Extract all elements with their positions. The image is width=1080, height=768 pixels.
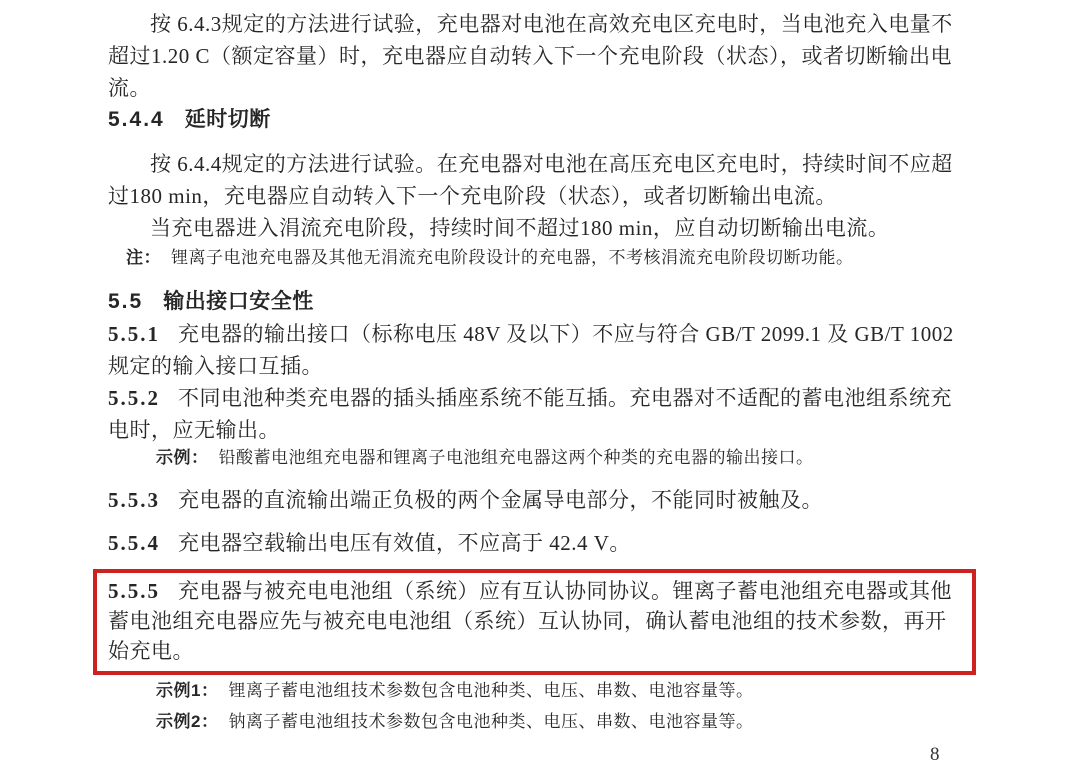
note-text: 锂离子电池充电器及其他无涓流充电阶段设计的充电器，不考核涓流充电阶段切断功能。 [171, 248, 854, 267]
clause-number: 5.5.2 [108, 386, 160, 410]
clause-number: 5.5.1 [108, 322, 160, 346]
clause-5-5-5 [108, 576, 962, 666]
clause-text: 充电器的输出接口（标称电压 48V 及以下）不应与符合 GB/T 2099.1 及 GB/T 1002 规定的输入接口互插。 [108, 322, 954, 378]
section-heading-5-4-4 [108, 104, 968, 136]
paragraph-6-4-4: 按 6.4.4规定的方法进行试验。在充电器对电池在高压充电区充电时，持续时间不应超过180 min，充电器应自动转入下一个充电阶段（状态），或者切断输出电流。 [108, 152, 953, 208]
clause-number: 5.5.3 [108, 488, 160, 512]
section-number: 5.5 [108, 290, 144, 313]
example-label: 示例： [156, 448, 209, 467]
paragraph-trickle-charge: 当充电器进入涓流充电阶段，持续时间不超过180 min，应自动切断输出电流。 [150, 216, 890, 240]
clause-number: 5.5.4 [108, 531, 160, 555]
clause-text: 不同电池种类充电器的插头插座系统不能互插。充电器对不适配的蓄电池组系统充电时，应无输出。 [108, 386, 952, 442]
example-text: 钠离子蓄电池组技术参数包含电池种类、电压、串数、电池容量等。 [228, 712, 754, 731]
section-heading-5-5 [108, 286, 968, 318]
example-1-5-5-5 [156, 679, 968, 703]
example-text: 锂离子蓄电池组技术参数包含电池种类、电压、串数、电池容量等。 [228, 681, 754, 700]
clause-5-5-4 [108, 527, 968, 559]
clause-number: 5.5.5 [108, 579, 160, 603]
section-title: 输出接口安全性 [163, 290, 314, 313]
example-text: 铅酸蓄电池组充电器和锂离子电池组充电器这两个种类的充电器的输出接口。 [218, 448, 814, 467]
clause-5-5-1 [108, 318, 968, 382]
clause-text: 充电器空载输出电压有效值，不应高于 42.4 V。 [178, 531, 631, 555]
clause-5-5-2 [108, 382, 968, 446]
clause-text: 充电器的直流输出端正负极的两个金属导电部分，不能同时被触及。 [178, 488, 823, 512]
highlighted-clause-box [93, 569, 976, 675]
page-number: 8 [930, 744, 940, 765]
clause-text: 充电器与被充电电池组（系统）应有互认协同协议。锂离子蓄电池组充电器或其他蓄电池组充电器应先与被充电电池组（系统）互认协同，确认蓄电池组的技术参数，再开始充电。 [108, 579, 952, 663]
example-5-5-2 [156, 446, 968, 470]
note-5-4-4 [126, 246, 968, 270]
note-label: 注： [126, 248, 161, 267]
example-label: 示例2： [156, 712, 219, 731]
section-number: 5.4.4 [108, 108, 165, 131]
section-title: 延时切断 [184, 108, 271, 131]
example-label: 示例1： [156, 681, 219, 700]
example-2-5-5-5 [156, 710, 968, 734]
clause-5-5-3 [108, 484, 968, 516]
paragraph-6-4-3: 按 6.4.3规定的方法进行试验，充电器对电池在高效充电区充电时，当电池充入电量不超过1.20 C（额定容量）时，充电器应自动转入下一个充电阶段（状态），或者切断输出电流。 [108, 12, 953, 100]
